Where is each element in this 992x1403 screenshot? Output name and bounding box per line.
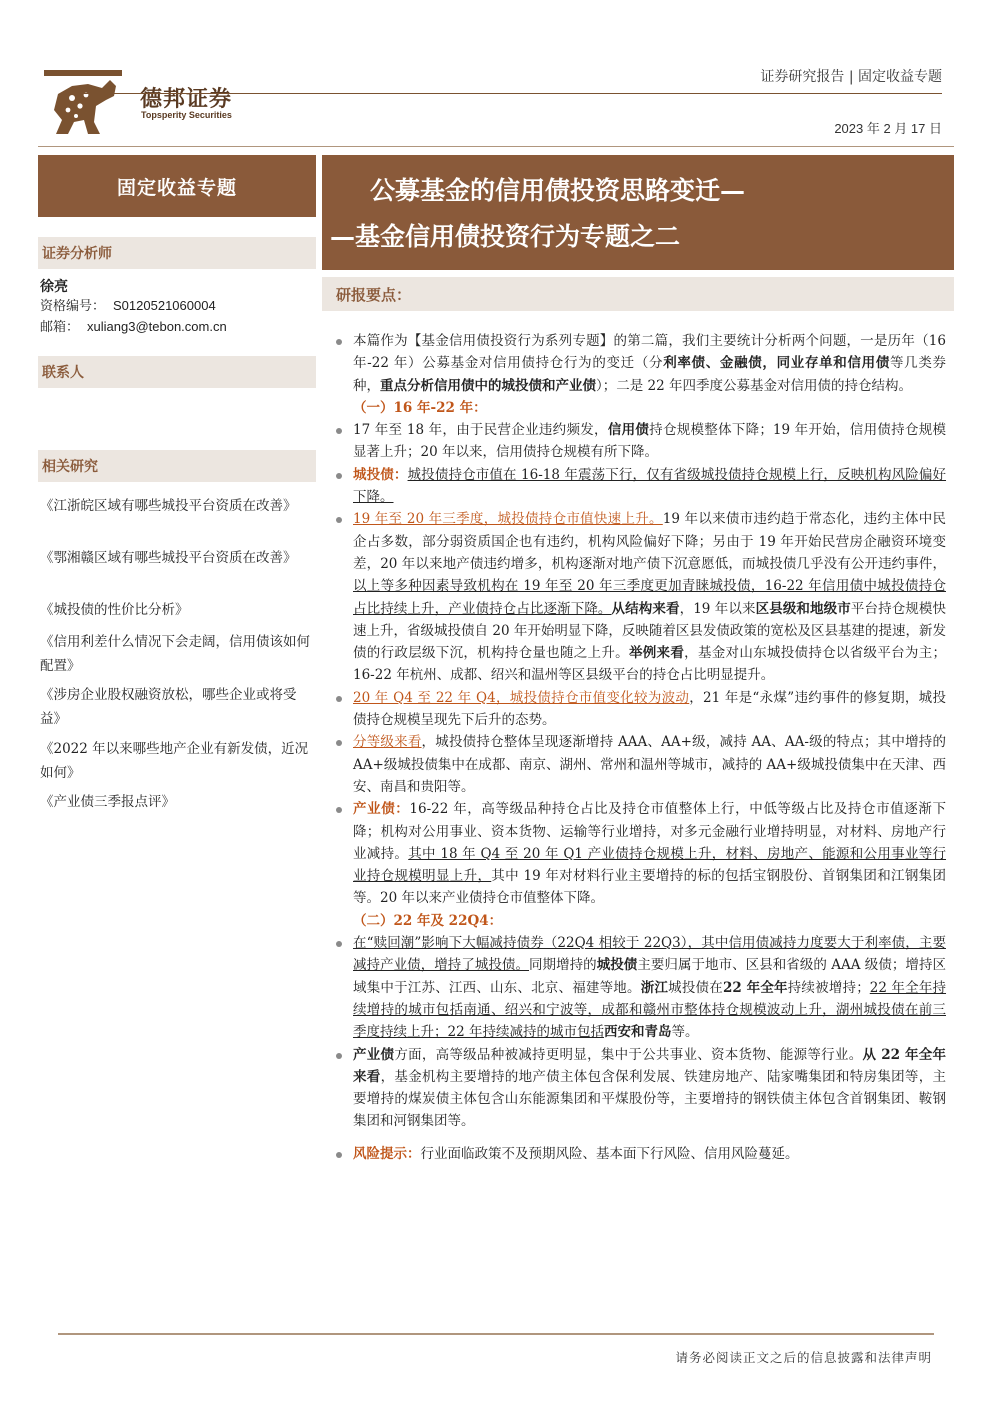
section-heading-1: （一）16 年-22 年： [353, 399, 487, 416]
related-item[interactable]: 《江浙皖区域有哪些城投平台资质在改善》 [40, 498, 297, 514]
analyst-heading: 证券分析师 [38, 237, 316, 269]
title-line-2: —基金信用债投资行为专题之二 [330, 222, 681, 251]
industry-bond-2022-paragraph: 产业债方面，高等级品种被减持更明显，集中于公共事业、资本货物、能源等行业。从 22 年全年来看，基金机构主要增持的地产债主体包含保利发展、铁建房地产、陆家嘴集团和特房集团等，主要增持的煤炭债主体包含山东能源集团和平煤股份等，主要增持的钢铁债主体包含首钢集团、鞍钢集团和河钢集团等。 [334, 1044, 946, 1133]
section-heading-2: （二）22 年及 22Q4： [353, 912, 503, 929]
report-body [334, 330, 946, 1165]
leopard-logo [44, 70, 124, 140]
keypoints-heading: 研报要点： [322, 277, 954, 311]
rating-paragraph: 分等级来看，城投债持仓整体呈现逐渐增持 AAA、AA+级，减持 AA、AA-级的特点；其中增持的 AA+级城投债集中在成都、南京、湖州、常州和温州等城市，减持的 AA+级城投债集中在天津、西安、南昌和贵阳等。 [334, 731, 946, 798]
email-label: 邮箱： [40, 320, 80, 335]
credit-bond-paragraph: 17 年至 18 年，由于民营企业违约频发，信用债持仓规模整体下降；19 年开始，信用债持仓规模显著上升；20 年以来，信用债持仓规模有所下降。 [334, 419, 946, 464]
related-heading: 相关研究 [38, 450, 316, 482]
contact-heading: 联系人 [38, 356, 316, 388]
brand-name: 德邦证券 [140, 87, 233, 112]
related-item[interactable]: 《城投债的性价比分析》 [40, 602, 189, 618]
title-line-1: 公募基金的信用债投资思路变迁— [370, 176, 746, 205]
urban-bond-rise-paragraph: 19 年至 20 年三季度，城投债持仓市值快速上升。19 年以来债市违约趋于常态化，违约主体中民企占多数，部分弱资质国企也有违约，机构风险偏好下降；另由于 19 年开始民营房企融资环境变差，20 年以来地产债违约增多，机构逐渐对地产债下沉意愿低，而城投债几乎没有公开违约事件，以上等多种因素导致机构在 19 年至 20 年三季度更加青睐城投债，16-22 年信用债中城投债持仓占比持续上升，产业债持仓占比逐渐下降。从结构来看，19 年以来区县级和地级市平台持仓规模快速上升，省级城投债自 20 年开始明显下降，反映随着区县发债政策的宽松及区县基建的提速，新发债的行政层级下沉，机构持仓量也随之上升。举例来看，基金对山东城投债持仓以省级平台为主；16-22 年杭州、成都、绍兴和温州等区县级平台的持仓占比明显提升。 [334, 508, 946, 686]
header-divider-2 [38, 146, 954, 147]
related-item[interactable]: 《鄂湘赣区域有哪些城投平台资质在改善》 [40, 550, 297, 566]
related-item[interactable]: 《2022 年以来哪些地产企业有新发债，近况如何》 [40, 741, 309, 781]
title-banner [322, 155, 954, 270]
report-date: 2023 年 2 月 17 日 [834, 121, 942, 136]
urban-bond-paragraph: 城投债：城投债持仓市值在 16-18 年震荡下行，仅有省级城投债持仓规模上行，反映机构风险偏好下降。 [334, 464, 946, 509]
footer-divider [58, 1333, 934, 1335]
related-item[interactable]: 《产业债三季报点评》 [40, 794, 175, 810]
related-item[interactable]: 《信用利差什么情况下会走阔，信用债该如何配置》 [40, 634, 310, 674]
analyst-email [40, 316, 227, 335]
urban-bond-volatility-paragraph: 20 年 Q4 至 22 年 Q4，城投债持仓市值变化较为波动，21 年是“永煤”违约事件的修复期，城投债持仓规模呈现先下后升的态势。 [334, 687, 946, 732]
category-banner: 固定收益专题 [38, 155, 316, 217]
analyst-cert [40, 295, 216, 314]
brand-name-en: Topsperity Securities [141, 110, 232, 120]
header-divider [60, 93, 942, 94]
risk-warning: 风险提示：行业面临政策不及预期风险、基本面下行风险、信用风险蔓延。 [334, 1143, 946, 1165]
cert-value: S0120521060004 [113, 298, 216, 313]
summary-paragraph: 本篇作为【基金信用债投资行为系列专题】的第二篇，我们主要统计分析两个问题，一是历年（16 年-22 年）公募基金对信用债持仓行为的变迁（分利率债、金融债，同业存单和信用债等几类券种，重点分析信用债中的城投债和产业债）；二是 22 年四季度公募基金对信用债的持仓结构。 [334, 330, 946, 397]
report-type: 证券研究报告 | 固定收益专题 [760, 69, 942, 85]
related-item[interactable]: 《涉房企业股权融资放松，哪些企业或将受益》 [40, 687, 297, 727]
redemption-paragraph: 在“赎回潮”影响下大幅减持债券（22Q4 相较于 22Q3），其中信用债减持力度要大于利率债，主要减持产业债，增持了城投债。同期增持的城投债主要归属于地市、区县和省级的 AAA 级债；增持区域集中于江苏、江西、山东、北京、福建等地。浙江城投债在22 年全年持续被增持；22 年全年持续增持的城市包括南通、绍兴和宁波等，成都和赣州市整体持仓规模波动上升，湖州城投债在前三季度持续上升；22 年持续减持的城市包括西安和青岛等。 [334, 932, 946, 1043]
cert-label: 资格编号： [40, 299, 106, 314]
industry-bond-paragraph: 产业债：16-22 年，高等级品种持仓占比及持仓市值整体上行，中低等级占比及持仓市值逐渐下降；机构对公用事业、资本货物、运输等行业增持，对多元金融行业增持明显，对材料、房地产行业减持。其中 18 年 Q4 至 20 年 Q1 产业债持仓规模上升，材料、房地产、能源和公用事业等行业持仓规模明显上升，其中 19 年对材料行业主要增持的标的包括宝钢股份、首钢集团和江钢集团等。20 年以来产业债持仓市值整体下降。 [334, 798, 946, 909]
email-value[interactable]: xuliang3@tebon.com.cn [87, 319, 227, 334]
analyst-name: 徐亮 [40, 279, 68, 295]
footer-disclaimer: 请务必阅读正文之后的信息披露和法律声明 [675, 1350, 932, 1365]
